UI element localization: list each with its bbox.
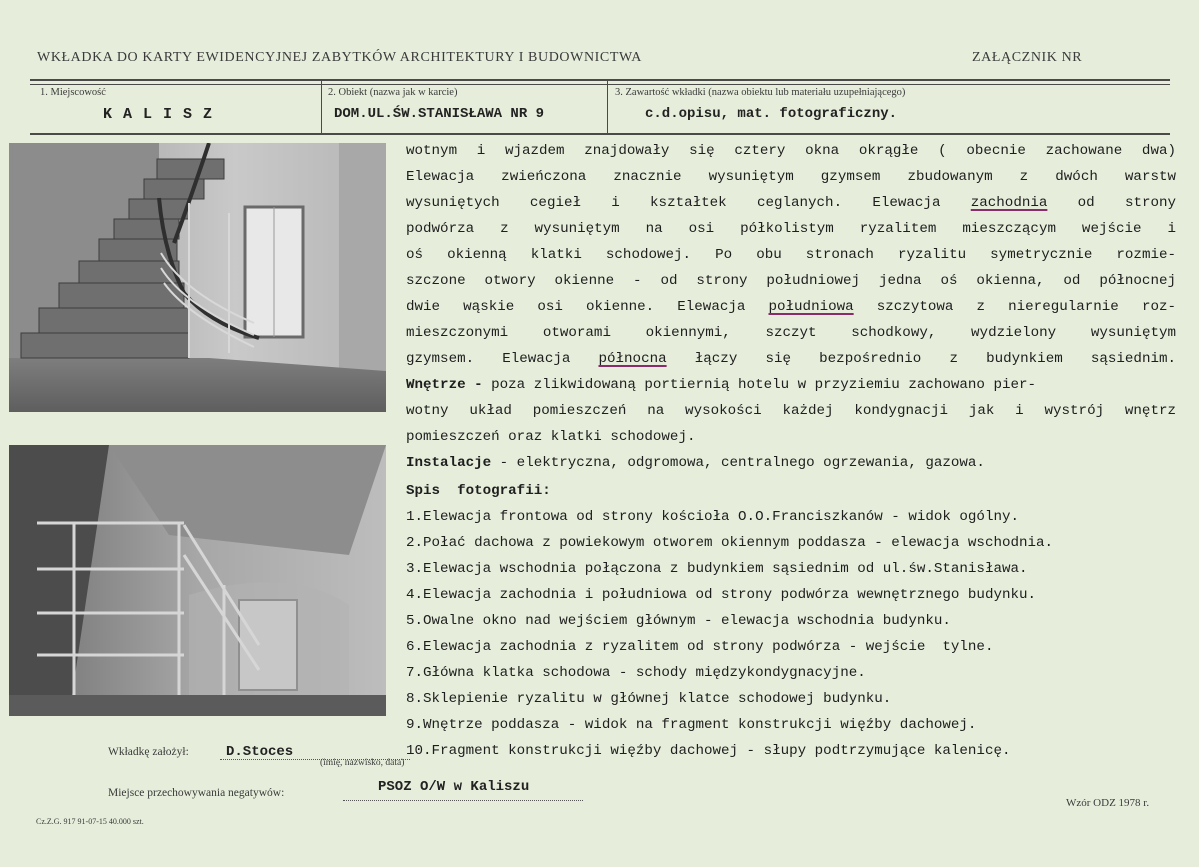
photo-list-item-9: 9.Wnętrze poddasza - widok na fragment konstrukcji więźby dachowej. [406, 717, 977, 733]
photo-staircase [9, 143, 386, 412]
photo-list-item-7: 7.Główna klatka schodowa - schody międzykondygnacyjne. [406, 665, 866, 681]
body-line-7-b: szczytowa z nieregularnie roz- [876, 299, 1176, 315]
installations-heading: Instalacje [406, 455, 492, 471]
body-line-9 [406, 346, 1176, 372]
body-line-3 [406, 190, 1176, 216]
photo-vault [9, 445, 386, 716]
body-line-9-b: łączy się bezpośrednio z budynkiem sąsiednim. [694, 351, 1176, 367]
body-line-12: pomieszczeń oraz klatki schodowej. [406, 429, 696, 445]
body-line-4: podwórza z wysuniętym na osi półkolistym ryzalitem mieszczącym wejście i [406, 221, 1176, 237]
body-line-6: szczone otwory okienne - od strony południowej jedna oś okienna, od północnej [406, 273, 1176, 289]
body-line-8: mieszczonymi otworami okiennymi, szczyt schodkowy, wydzielony wysuniętym [406, 325, 1176, 341]
body-line-13 [406, 450, 1176, 476]
header-rule-thin [30, 84, 1170, 85]
print-info: Cz.Z.G. 917 91-07-15 40.000 szt. [36, 817, 144, 826]
storage-label: Miejsce przechowywania negatywów: [108, 787, 285, 799]
form-number: Wzór ODZ 1978 r. [1066, 797, 1150, 809]
body-line-3-b: od strony [1077, 195, 1177, 211]
form-title: WKŁADKA DO KARTY EWIDENCYJNEJ ZABYTKÓW ARCHITEKTURY I BUDOWNICTWA [37, 50, 642, 65]
attachment-number-label: ZAŁĄCZNIK NR [972, 50, 1083, 65]
photo-list-item-10: 10.Fragment konstrukcji więźby dachowej - słupy podtrzymujące kalenicę. [406, 743, 1011, 759]
body-line-7-a: dwie wąskie osi okienne. Elewacja [406, 299, 746, 315]
photo-list-item-8: 8.Sklepienie ryzalitu w głównej klatce schodowej budynku. [406, 691, 892, 707]
body-line-3-a: wysuniętych cegieł i kształtek ceglanych. Elewacja [406, 195, 941, 211]
body-line-10 [406, 372, 1176, 398]
body-line-5: oś okienną klatki schodowej. Po obu stronach ryzalitu symetrycznie rozmie- [406, 247, 1176, 263]
author-label: Wkładkę założył: [108, 746, 189, 758]
storage-value: PSOZ O/W w Kaliszu [378, 779, 530, 795]
photo-list-item-3: 3.Elewacja wschodnia połączona z budynkiem sąsiednim od ul.św.Stanisława. [406, 561, 1028, 577]
field-place-value: K A L I S Z [103, 106, 214, 123]
body-line-10-text: poza zlikwidowaną portiernią hotelu w przyziemiu zachowano pier- [482, 377, 1037, 393]
body-line-1: wotnym i wjazdem znajdowały się cztery okna okrągłe ( obecnie zachowane dwa) [406, 143, 1176, 159]
header-rule-top [30, 79, 1170, 81]
storage-dotted-line [343, 799, 583, 801]
field-content-label: 3. Zawartość wkładki (nazwa obiektu lub materiału uzupełniającego) [615, 87, 906, 98]
south-elevation-term: południowa [768, 299, 854, 315]
photo-list-item-1: 1.Elewacja frontowa od strony kościoła O.O.Franciszkanów - widok ogólny. [406, 509, 1019, 525]
body-line-2: Elewacja zwieńczona znacznie wysuniętym gzymsem zbudowanym z dwóch warstw [406, 169, 1176, 185]
photo-list-item-6: 6.Elewacja zachodnia z ryzalitem od strony podwórza - wejście tylne. [406, 639, 994, 655]
author-value: D.Stoces [226, 744, 294, 760]
body-line-11: wotny układ pomieszczeń na wysokości każdej kondygnacji jak i wystrój wnętrz [406, 403, 1176, 419]
body-line-7 [406, 294, 1176, 320]
west-elevation-term: zachodnia [970, 195, 1048, 211]
north-elevation-term: północna [598, 351, 667, 367]
field-divider-2 [607, 81, 608, 133]
field-divider-1 [321, 81, 322, 133]
photo-vault-image [9, 445, 386, 716]
photo-list-item-4: 4.Elewacja zachodnia i południowa od strony podwórza wewnętrznego budynku. [406, 587, 1037, 603]
field-content-value: c.d.opisu, mat. fotograficzny. [645, 106, 898, 122]
field-object-value: DOM.UL.ŚW.STANISŁAWA NR 9 [334, 106, 545, 122]
field-place-label: 1. Miejscowość [40, 87, 106, 98]
photo-list-item-2: 2.Połać dachowa z powiekowym otworem okiennym poddasza - elewacja wschodnia. [406, 535, 1054, 551]
body-line-13-text: - elektryczna, odgromowa, centralnego ogrzewania, gazowa. [491, 455, 985, 471]
photo-staircase-image [9, 143, 386, 412]
interior-heading: Wnętrze - [406, 377, 483, 393]
author-hint: (imię, nazwisko, data) [320, 758, 405, 768]
body-line-9-a: gzymsem. Elewacja [406, 351, 571, 367]
fields-rule-bottom [30, 133, 1170, 135]
photo-list-item-5: 5.Owalne okno nad wejściem głównym - elewacja wschodnia budynku. [406, 613, 951, 629]
photo-list-heading: Spis fotografii: [406, 483, 551, 499]
field-object-label: 2. Obiekt (nazwa jak w karcie) [328, 87, 458, 98]
